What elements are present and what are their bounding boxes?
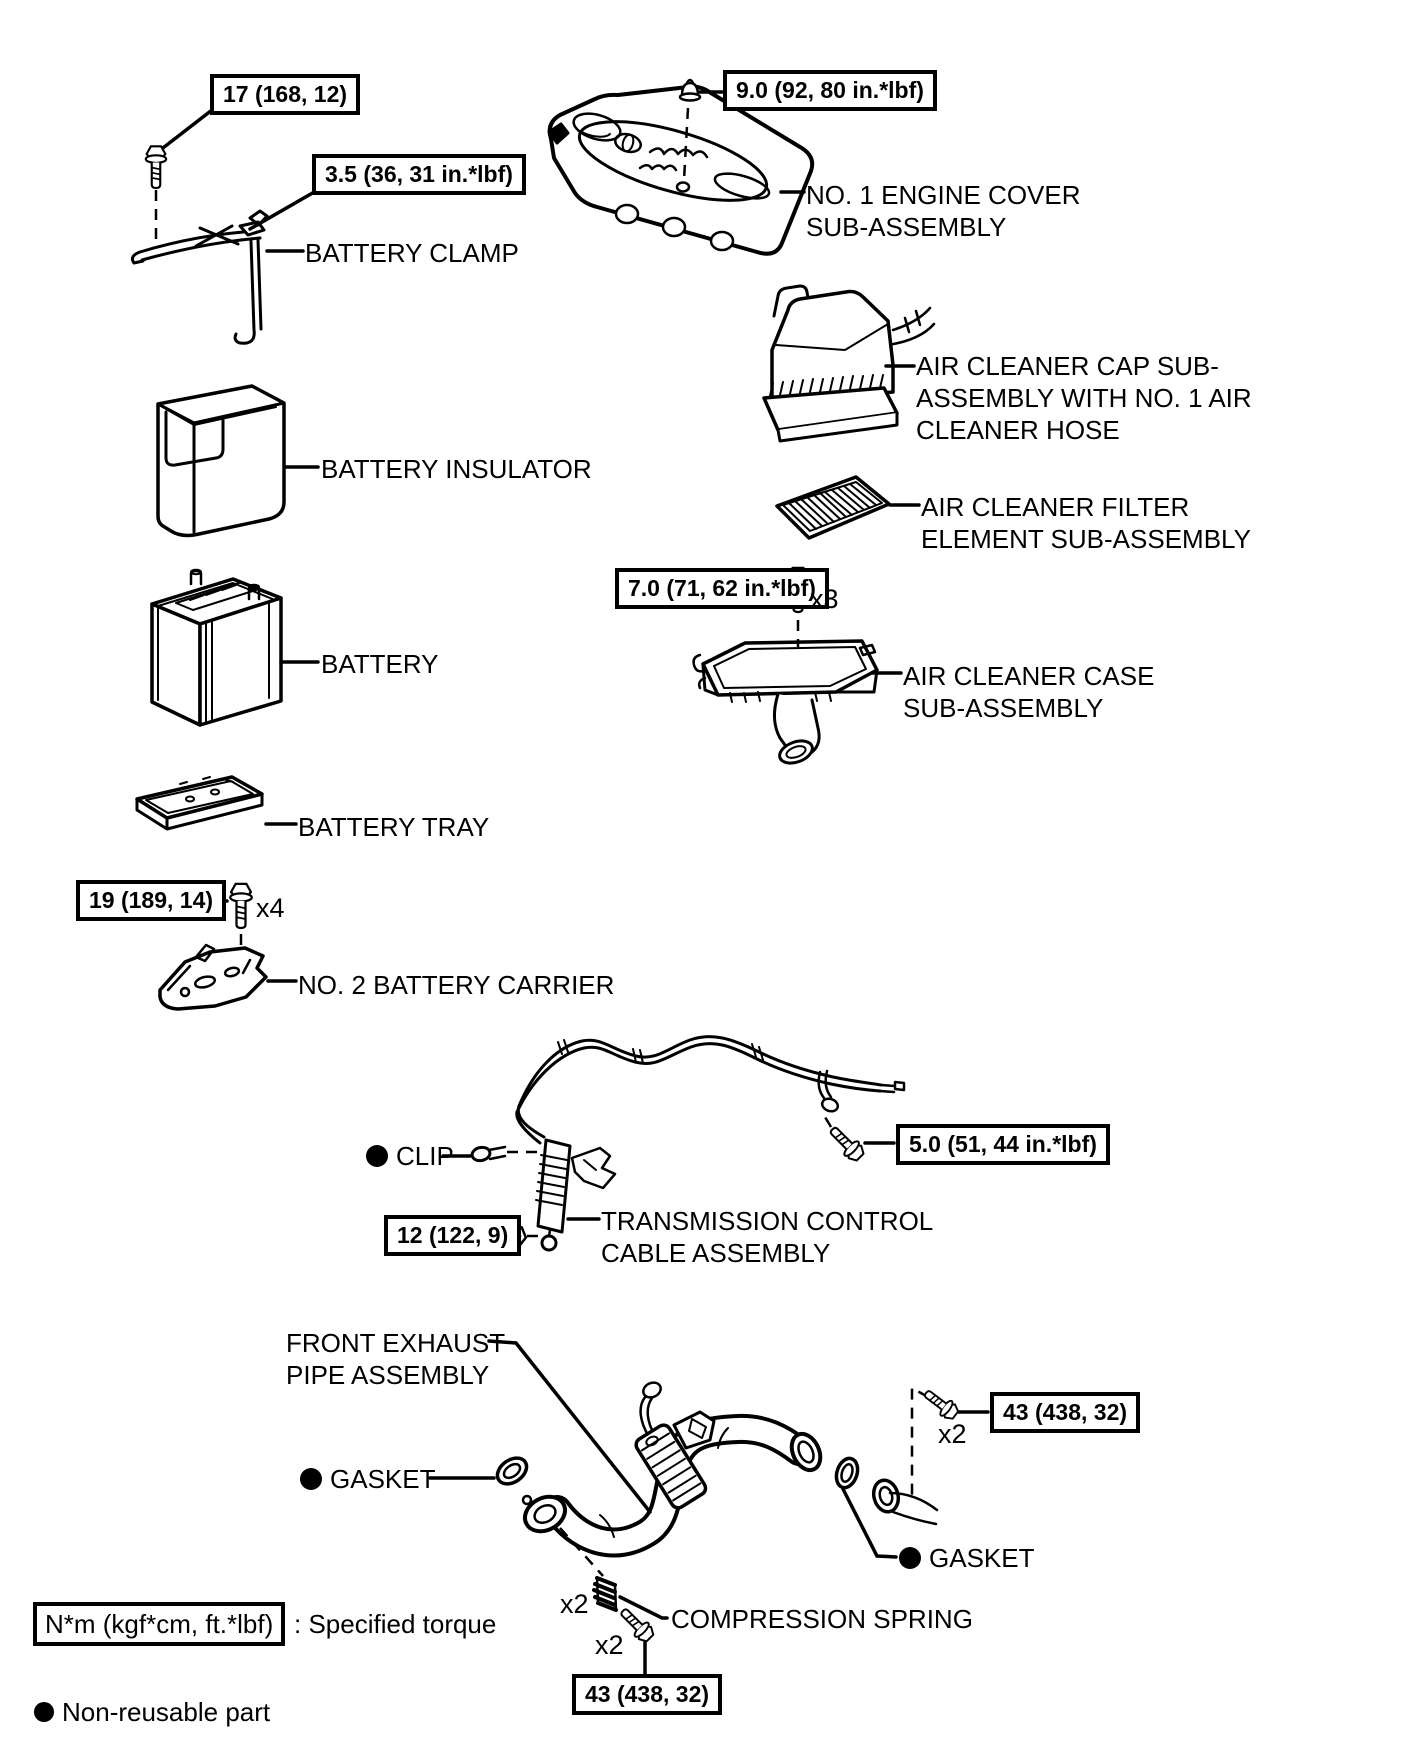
gasket-left-drawing bbox=[493, 1453, 532, 1489]
non-reusable-marker-icon bbox=[300, 1468, 322, 1490]
air-cleaner-case-drawing bbox=[694, 641, 877, 767]
label-battery-clamp: BATTERY CLAMP bbox=[305, 238, 519, 268]
non-reusable-marker-icon bbox=[366, 1145, 388, 1167]
dash-bracket-screw bbox=[822, 1112, 831, 1127]
torque-box-clamp-bolt: 17 (168, 12) bbox=[210, 74, 360, 115]
battery-tray-drawing bbox=[137, 777, 262, 829]
battery-drawing bbox=[152, 570, 281, 725]
label-compression-spring: COMPRESSION SPRING bbox=[671, 1604, 973, 1634]
acorn-nut-90 bbox=[680, 80, 700, 101]
bolt-19 bbox=[230, 884, 252, 928]
torque-box-carrier-bolt: 19 (189, 14) bbox=[76, 880, 226, 921]
label-engine-cover: NO. 1 ENGINE COVER SUB-ASSEMBLY bbox=[806, 180, 1081, 242]
battery-insulator-drawing bbox=[158, 386, 284, 535]
legend-torque-meaning: : Specified torque bbox=[294, 1609, 497, 1639]
air-cleaner-cap-drawing bbox=[764, 286, 934, 441]
torque-box-cable-nut: 12 (122, 9) bbox=[384, 1215, 521, 1256]
gasket-right-small-drawing bbox=[833, 1456, 861, 1491]
non-reusable-marker-icon bbox=[899, 1547, 921, 1569]
legend-torque-symbol: N*m (kgf*cm, ft.*lbf) bbox=[33, 1602, 285, 1646]
label-gasket-right: GASKET bbox=[899, 1544, 1034, 1572]
count-exhaust-bolt-lower: x2 bbox=[595, 1630, 624, 1660]
compression-spring-drawing bbox=[594, 1578, 616, 1610]
bolt-43-upper bbox=[921, 1386, 961, 1422]
torque-box-air-cleaner-bolt: 7.0 (71, 62 in.*lbf) bbox=[615, 568, 829, 609]
count-air-cleaner-bolt: x3 bbox=[810, 584, 839, 614]
label-air-cleaner-filter: AIR CLEANER FILTER ELEMENT SUB-ASSEMBLY bbox=[921, 492, 1251, 554]
battery-carrier-drawing bbox=[160, 945, 266, 1009]
torque-box-engine-cover-nut: 9.0 (92, 80 in.*lbf) bbox=[723, 70, 937, 111]
torque-box-exhaust-bolt-upper: 43 (438, 32) bbox=[990, 1392, 1140, 1433]
count-exhaust-bolt-upper: x2 bbox=[938, 1419, 967, 1449]
torque-box-exhaust-bolt-lower: 43 (438, 32) bbox=[572, 1674, 722, 1715]
label-clip: CLIP bbox=[366, 1142, 454, 1170]
label-air-cleaner-cap: AIR CLEANER CAP SUB- ASSEMBLY WITH NO. 1 AIR CLEANER HOSE bbox=[916, 351, 1252, 445]
engine-cover-drawing bbox=[549, 87, 812, 254]
count-spring: x2 bbox=[560, 1589, 589, 1619]
count-carrier-bolt: x4 bbox=[256, 893, 285, 923]
label-battery-tray: BATTERY TRAY bbox=[298, 812, 490, 842]
label-battery-insulator: BATTERY INSULATOR bbox=[321, 454, 592, 484]
label-air-cleaner-case: AIR CLEANER CASE SUB-ASSEMBLY bbox=[903, 661, 1155, 723]
label-gasket-left: GASKET bbox=[300, 1465, 435, 1493]
non-reusable-marker-icon bbox=[34, 1702, 54, 1722]
leader-front-exhaust bbox=[489, 1341, 650, 1512]
battery-clamp-drawing bbox=[132, 211, 267, 343]
legend-nonreusable: Non-reusable part bbox=[34, 1698, 270, 1726]
dash-exhaust-upper bbox=[912, 1388, 928, 1500]
bolt-17 bbox=[146, 146, 166, 188]
label-battery-carrier: NO. 2 BATTERY CARRIER bbox=[298, 970, 615, 1000]
torque-box-bracket-screw: 5.0 (51, 44 in.*lbf) bbox=[896, 1124, 1110, 1165]
label-battery: BATTERY bbox=[321, 649, 439, 679]
leader-clamp-bolt bbox=[159, 110, 212, 151]
label-transmission-cable: TRANSMISSION CONTROL CABLE ASSEMBLY bbox=[601, 1206, 934, 1268]
air-cleaner-filter-drawing bbox=[777, 477, 889, 538]
gasket-donut-drawing bbox=[870, 1477, 937, 1524]
torque-box-clamp-wing: 3.5 (36, 31 in.*lbf) bbox=[312, 154, 526, 195]
label-front-exhaust: FRONT EXHAUST PIPE ASSEMBLY bbox=[286, 1328, 506, 1390]
screw-50 bbox=[826, 1123, 867, 1164]
